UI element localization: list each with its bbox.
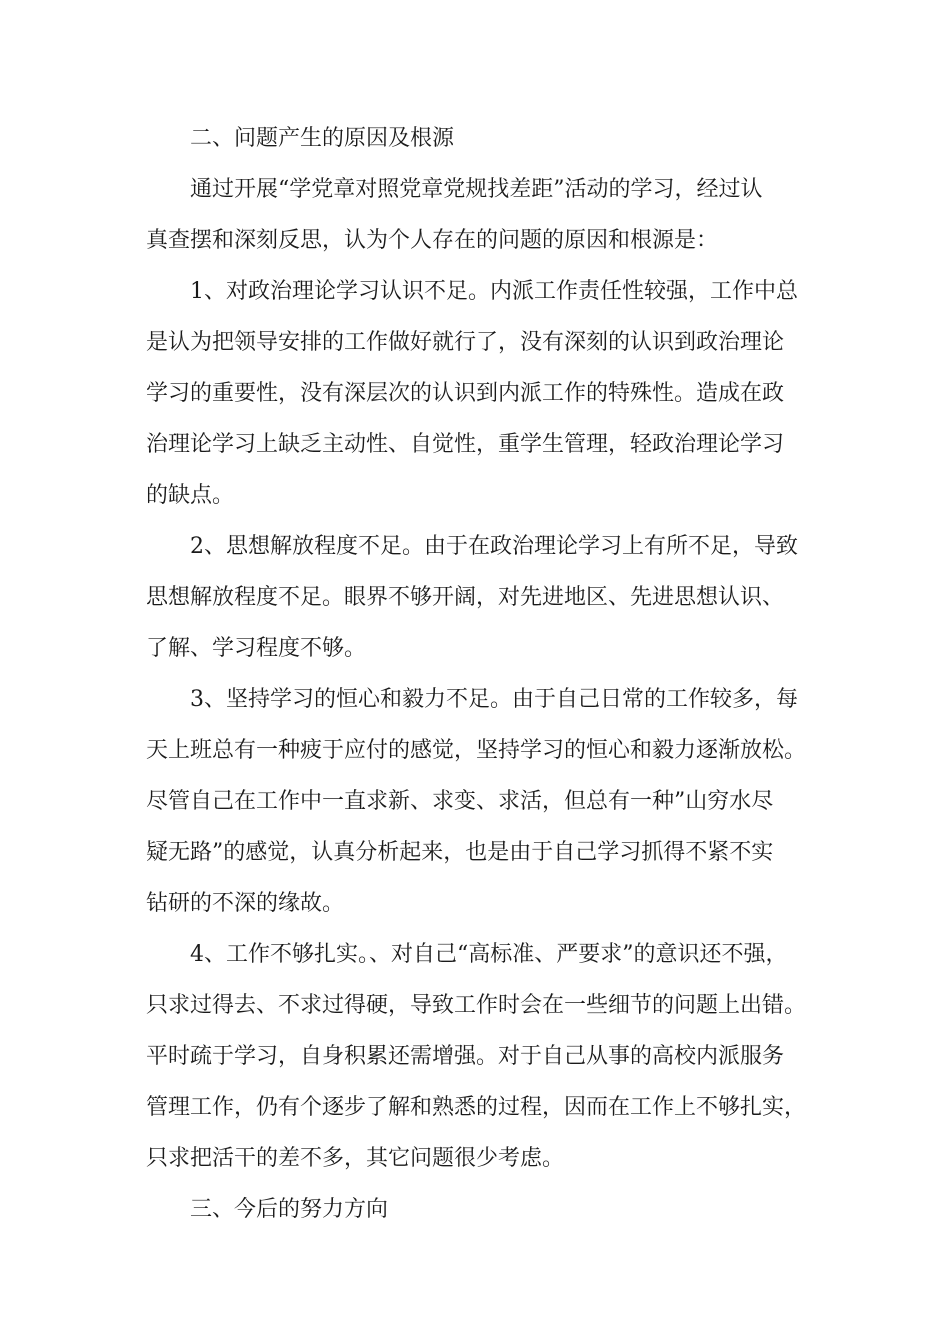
- section-heading: [146, 113, 826, 164]
- text-line: 通过开展“学党章对照党章党规找差距”活动的学习，经过认: [190, 177, 763, 202]
- text-line: 管理工作，仍有个逐步了解和熟悉的过程，因而在工作上不够扎实，: [146, 1095, 807, 1120]
- text-line: 钻研的不深的缘故。: [146, 891, 345, 916]
- text-line: 二、问题产生的原因及根源: [190, 126, 455, 151]
- text-line: 了解、学习程度不够。: [146, 636, 367, 661]
- text-line: 尽管自己在工作中一直求新、求变、求活，但总有一种”山穷水尽: [146, 789, 774, 814]
- text-line: 4、工作不够扎实。、对自己“高标准、严要求”的意识还不强，: [190, 942, 788, 967]
- text-line: 三、今后的努力方向: [190, 1197, 389, 1222]
- text-line: 治理论学习上缺乏主动性、自觉性，重学生管理，轻政治理论学习: [146, 432, 785, 457]
- document-body: [146, 113, 826, 1235]
- reason-paragraph-1: [146, 266, 826, 521]
- intro-paragraph: [146, 164, 826, 266]
- text-line: 的缺点。: [146, 483, 235, 508]
- text-line: 思想解放程度不足。眼界不够开阔，对先进地区、先进思想认识、: [146, 585, 785, 610]
- text-line: 3、坚持学习的恒心和毅力不足。由于自己日常的工作较多，每: [190, 687, 798, 712]
- section-heading: [146, 1184, 826, 1235]
- text-line: 是认为把领导安排的工作做好就行了，没有深刻的认识到政治理论: [146, 330, 785, 355]
- text-line: 只求把活干的差不多，其它问题很少考虑。: [146, 1146, 565, 1171]
- text-line: 平时疏于学习，自身积累还需增强。对于自己从事的高校内派服务: [146, 1044, 785, 1069]
- text-line: 学习的重要性，没有深层次的认识到内派工作的特殊性。造成在政: [146, 381, 785, 406]
- text-line: 疑无路”的感觉，认真分析起来，也是由于自己学习抓得不紧不实: [146, 840, 774, 865]
- reason-paragraph-2: [146, 521, 826, 674]
- text-line: 天上班总有一种疲于应付的感觉，坚持学习的恒心和毅力逐渐放松。: [146, 738, 807, 763]
- text-line: 1、对政治理论学习认识不足。内派工作责任性较强，工作中总: [190, 279, 798, 304]
- text-line: 2、思想解放程度不足。由于在政治理论学习上有所不足，导致: [190, 534, 798, 559]
- text-line: 只求过得去、不求过得硬，导致工作时会在一些细节的问题上出错。: [146, 993, 807, 1018]
- reason-paragraph-3: [146, 674, 826, 929]
- reason-paragraph-4: [146, 929, 826, 1184]
- text-line: 真查摆和深刻反思，认为个人存在的问题的原因和根源是：: [146, 228, 719, 253]
